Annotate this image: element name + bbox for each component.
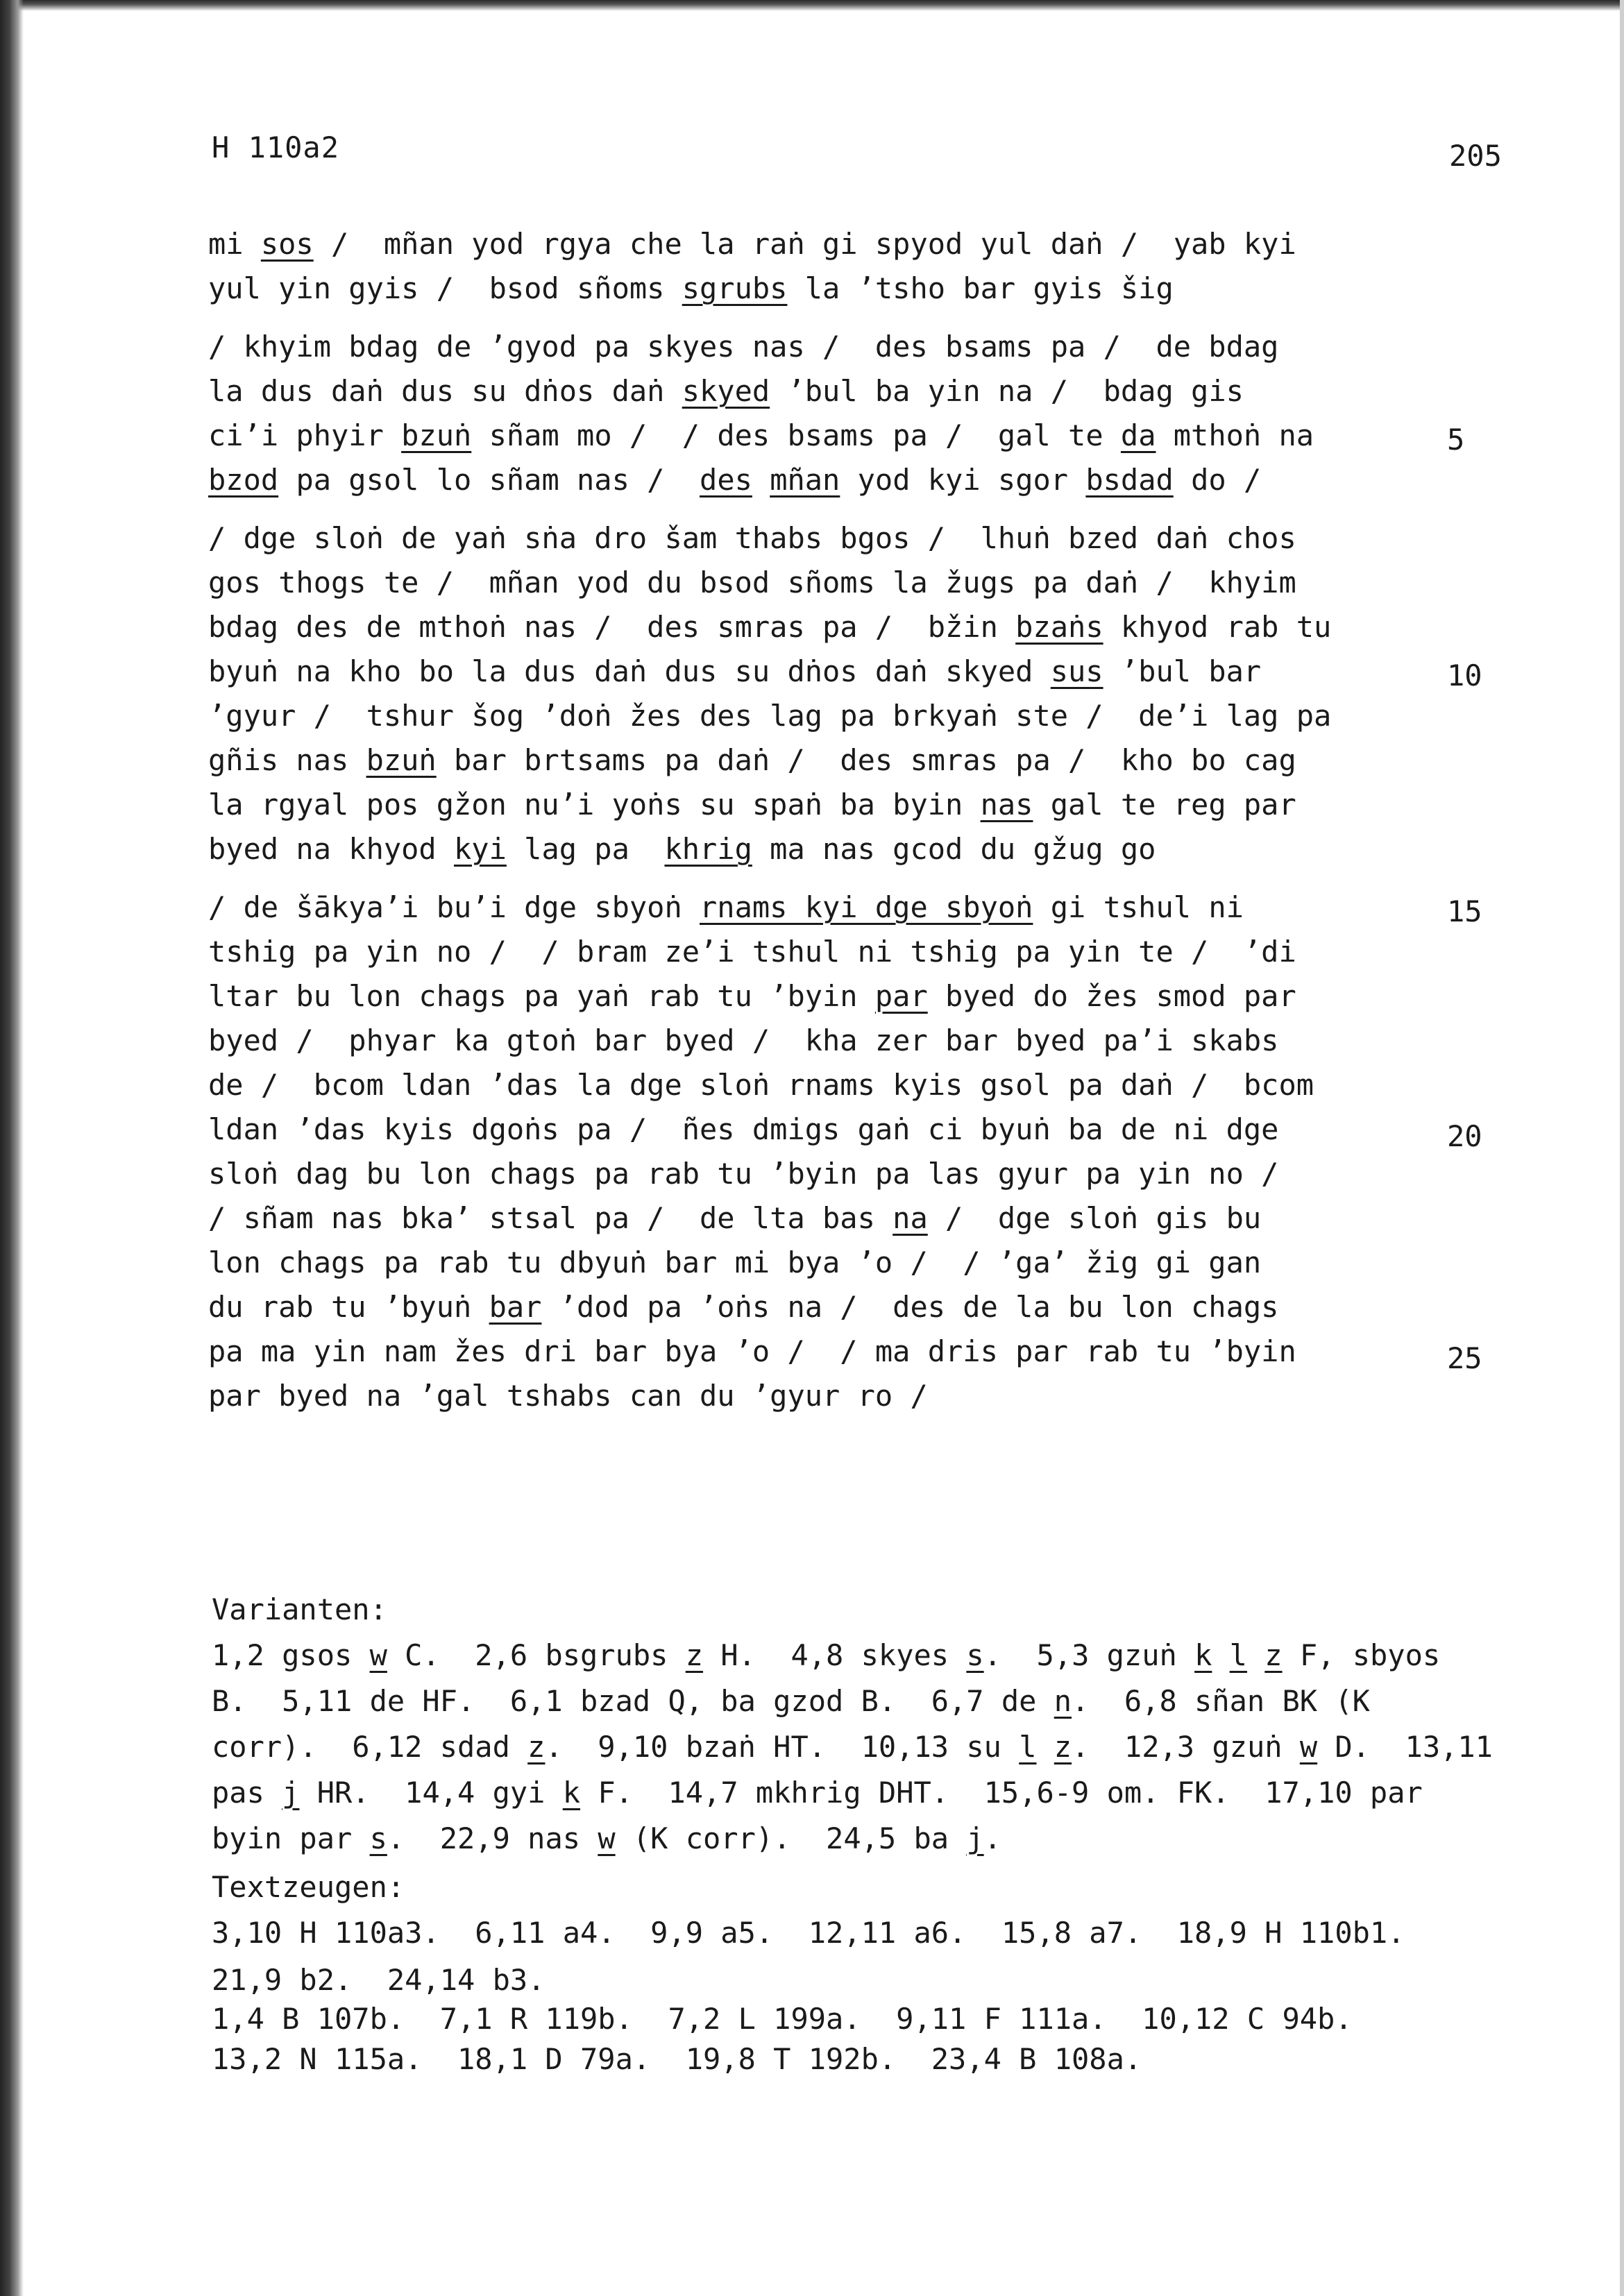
line-number: 10 xyxy=(1447,658,1482,692)
text-segment: ma nas gcod du gžug go xyxy=(752,832,1156,866)
text-segment: corr). 6,12 sdad xyxy=(212,1730,528,1764)
text-segment: do / xyxy=(1173,463,1262,497)
witness-line xyxy=(212,1912,1405,1954)
page-number: 205 xyxy=(1449,139,1502,173)
text-segment: tshig pa yin no / / bram ze’i tshul ni tshig pa yin te / ’di xyxy=(208,935,1296,969)
underlined-reading: s xyxy=(369,1821,387,1855)
text-line xyxy=(208,1331,1296,1372)
text-segment: lag pa xyxy=(506,832,665,866)
line-number: 25 xyxy=(1447,1341,1482,1375)
text-segment: mi xyxy=(208,227,261,261)
text-segment: 3,10 H 110a3. 6,11 a4. 9,9 a5. 12,11 a6. 15,8 a7. 18,9 H 110b1. xyxy=(212,1916,1405,1950)
line-number: 5 xyxy=(1447,423,1465,457)
text-segment: bar brtsams pa daṅ / des smras pa / kho bo cag xyxy=(436,743,1296,777)
text-segment xyxy=(1212,1638,1229,1672)
text-segment: 13,2 N 115a. 18,1 D 79a. 19,8 T 192b. 23,4 B 108a. xyxy=(212,2042,1142,2076)
underlined-reading: w xyxy=(598,1821,616,1855)
underlined-reading: bzod xyxy=(208,463,279,497)
text-segment: ci’i phyir xyxy=(208,418,402,452)
text-segment: gal te reg par xyxy=(1033,788,1296,822)
underlined-reading: da xyxy=(1120,418,1156,452)
underlined-reading: sgrubs xyxy=(682,271,788,305)
text-segment: H. 4,8 skyes xyxy=(703,1638,967,1672)
textzeugen-label: Textzeugen: xyxy=(212,1870,405,1904)
text-segment: khyod rab tu xyxy=(1103,610,1332,644)
text-segment: byed do žes smod par xyxy=(927,979,1296,1013)
underlined-reading: k xyxy=(1194,1638,1212,1672)
text-segment: sñam mo / / des bsams pa / gal te xyxy=(471,418,1121,452)
underlined-reading: l xyxy=(1019,1730,1037,1764)
page-edge-shadow-left xyxy=(0,0,24,2296)
underlined-reading: sus xyxy=(1050,654,1103,688)
text-segment xyxy=(1036,1730,1054,1764)
underlined-reading: s xyxy=(966,1638,984,1672)
witness-line xyxy=(212,2039,1142,2080)
text-line xyxy=(208,1109,1278,1150)
underlined-reading: w xyxy=(369,1638,387,1672)
underlined-reading: khrig xyxy=(664,832,752,866)
text-line xyxy=(208,651,1261,692)
text-segment xyxy=(752,463,770,497)
underlined-reading: bsdad xyxy=(1085,463,1174,497)
underlined-reading: l xyxy=(1229,1638,1247,1672)
text-segment: yul yin gyis / bsod sñoms xyxy=(208,271,682,305)
underlined-reading: nas xyxy=(980,788,1033,822)
underlined-reading: mñan xyxy=(770,463,840,497)
text-segment: gñis nas xyxy=(208,743,366,777)
text-segment: gi tshul ni xyxy=(1033,890,1244,924)
text-line xyxy=(208,784,1296,826)
text-line xyxy=(208,695,1331,737)
text-line xyxy=(208,268,1174,309)
text-segment: par byed na ’gal tshabs can du ’gyur ro / xyxy=(208,1379,928,1413)
page-edge-right xyxy=(1620,0,1624,2296)
text-segment: byin par xyxy=(212,1821,370,1855)
text-segment: / dge sloṅ gis bu xyxy=(927,1201,1262,1235)
text-line xyxy=(208,371,1244,412)
text-segment: / dge sloṅ de yaṅ sṅa dro šam thabs bgos / lhuṅ bzed daṅ chos xyxy=(208,521,1296,555)
text-line xyxy=(208,518,1296,559)
text-segment xyxy=(1247,1638,1264,1672)
text-segment: pa gsol lo sñam nas / xyxy=(278,463,700,497)
variant-line xyxy=(212,1635,1440,1676)
text-line xyxy=(208,459,1261,501)
text-segment: sloṅ dag bu lon chags pa rab tu ’byin pa las gyur pa yin no / xyxy=(208,1157,1279,1191)
text-segment: 1,4 B 107b. 7,1 R 119b. 7,2 L 199a. 9,11 F 111a. 10,12 C 94b. xyxy=(212,2002,1353,2036)
underlined-reading: des xyxy=(700,463,752,497)
text-segment: lon chags pa rab tu dbyuṅ bar mi bya ’o / / ’ga’ žig gi gan xyxy=(208,1245,1262,1279)
underlined-reading: bzuṅ xyxy=(401,418,472,452)
text-segment: F. 14,7 mkhrig DHT. 15,6-9 om. FK. 17,10 par xyxy=(580,1776,1423,1810)
text-segment: (K corr). 24,5 ba xyxy=(615,1821,967,1855)
line-number: 15 xyxy=(1447,894,1482,928)
text-segment: ’bul ba yin na / bdag gis xyxy=(770,374,1244,408)
witness-line xyxy=(212,1959,545,2001)
text-line xyxy=(208,415,1314,457)
text-line xyxy=(208,1242,1261,1284)
text-segment: / mñan yod rgya che la raṅ gi spyod yul daṅ / yab kyi xyxy=(313,227,1296,261)
witness-line xyxy=(212,1998,1353,2040)
text-segment: / sñam nas bka’ stsal pa / de lta bas xyxy=(208,1201,893,1235)
underlined-reading: rnams kyi dge sbyoṅ xyxy=(700,890,1033,924)
text-line xyxy=(208,887,1244,928)
text-segment: yod kyi sgor xyxy=(840,463,1086,497)
text-line xyxy=(208,223,1296,265)
folio-reference: H 110a2 xyxy=(212,130,340,164)
variant-line xyxy=(212,1818,1001,1860)
text-segment: du rab tu ’byuṅ xyxy=(208,1290,489,1324)
text-segment: pa ma yin nam žes dri bar bya ’o / / ma dris par rab tu ’byin xyxy=(208,1334,1296,1368)
text-line xyxy=(208,606,1331,648)
underlined-reading: kyi xyxy=(454,832,507,866)
underlined-reading: w xyxy=(1299,1730,1318,1764)
text-segment: ltar bu lon chags pa yaṅ rab tu ’byin xyxy=(208,979,875,1013)
text-segment: ’bul bar xyxy=(1103,654,1262,688)
text-line xyxy=(208,976,1296,1017)
text-segment: D. 13,11 xyxy=(1317,1730,1493,1764)
text-segment: de / bcom ldan ’das la dge sloṅ rnams kyis gsol pa daṅ / bcom xyxy=(208,1068,1314,1102)
underlined-reading: j xyxy=(282,1776,300,1810)
text-line xyxy=(208,562,1296,604)
text-segment: . xyxy=(983,1821,1001,1855)
text-segment: byed na khyod xyxy=(208,832,455,866)
text-segment: . 5,3 gzuṅ xyxy=(983,1638,1195,1672)
underlined-reading: k xyxy=(562,1776,581,1810)
underlined-reading: bzuṅ xyxy=(366,743,437,777)
underlined-reading: sos xyxy=(260,227,314,261)
varianten-label: Varianten: xyxy=(212,1592,387,1626)
underlined-reading: z xyxy=(685,1638,704,1672)
underlined-reading: z xyxy=(527,1730,545,1764)
variant-line xyxy=(212,1681,1370,1722)
text-line xyxy=(208,1375,928,1417)
text-segment: mthoṅ na xyxy=(1156,418,1314,452)
underlined-reading: na xyxy=(893,1201,928,1235)
text-segment: ldan ’das kyis dgoṅs pa / ñes dmigs gaṅ ci byuṅ ba de ni dge xyxy=(208,1112,1279,1146)
text-segment: byed / phyar ka gtoṅ bar byed / kha zer bar byed pa’i skabs xyxy=(208,1023,1279,1057)
text-segment: 1,2 gsos xyxy=(212,1638,370,1672)
underlined-reading: z xyxy=(1054,1730,1072,1764)
text-line xyxy=(208,828,1156,870)
underlined-reading: skyed xyxy=(682,374,770,408)
underlined-reading: bar xyxy=(489,1290,542,1324)
text-segment: . 9,10 bzaṅ HT. 10,13 su xyxy=(545,1730,1020,1764)
text-line xyxy=(208,1020,1278,1062)
underlined-reading: par xyxy=(874,979,928,1013)
line-number: 20 xyxy=(1447,1119,1482,1153)
underlined-reading: z xyxy=(1264,1638,1283,1672)
text-segment: . 12,3 gzuṅ xyxy=(1072,1730,1300,1764)
text-segment: la rgyal pos gžon nu’i yoṅs su spaṅ ba byin xyxy=(208,788,981,822)
text-segment: / de šākya’i bu’i dge sbyoṅ xyxy=(208,890,700,924)
underlined-reading: bzaṅs xyxy=(1015,610,1103,644)
text-line xyxy=(208,1064,1314,1106)
text-segment: pas xyxy=(212,1776,282,1810)
text-segment: . 22,9 nas xyxy=(387,1821,598,1855)
text-segment: 21,9 b2. 24,14 b3. xyxy=(212,1963,545,1997)
text-line xyxy=(208,740,1296,781)
text-segment: la ’tsho bar gyis šig xyxy=(787,271,1174,305)
text-line xyxy=(208,1153,1278,1195)
text-segment: ’dod pa ’oṅs na / des de la bu lon chags xyxy=(541,1290,1279,1324)
page-edge-shadow-top xyxy=(0,0,1624,11)
underlined-reading: j xyxy=(966,1821,984,1855)
text-segment: byuṅ na kho bo la dus daṅ dus su dṅos daṅ skyed xyxy=(208,654,1051,688)
variant-line xyxy=(212,1772,1423,1814)
text-segment: HR. 14,4 gyi xyxy=(299,1776,563,1810)
text-segment: ’gyur / tshur šog ’doṅ žes des lag pa brkyaṅ ste / de’i lag pa xyxy=(208,699,1332,733)
text-segment: . 6,8 sñan BK (K xyxy=(1072,1684,1370,1718)
text-segment: B. 5,11 de HF. 6,1 bzad Q, ba gzod B. 6,7 de xyxy=(212,1684,1054,1718)
text-line xyxy=(208,1286,1278,1328)
text-segment: C. 2,6 bsgrubs xyxy=(387,1638,686,1672)
text-segment: F, sbyos xyxy=(1282,1638,1441,1672)
variant-line xyxy=(212,1726,1493,1768)
text-segment: la dus daṅ dus su dṅos daṅ xyxy=(208,374,682,408)
text-segment: gos thogs te / mñan yod du bsod sñoms la žugs pa daṅ / khyim xyxy=(208,566,1296,599)
text-line xyxy=(208,1198,1261,1239)
text-line xyxy=(208,931,1296,973)
underlined-reading: n xyxy=(1054,1684,1072,1718)
text-line xyxy=(208,326,1278,368)
text-segment: bdag des de mthoṅ nas / des smras pa / bžin xyxy=(208,610,1016,644)
text-segment: / khyim bdag de ’gyod pa skyes nas / des bsams pa / de bdag xyxy=(208,330,1279,364)
